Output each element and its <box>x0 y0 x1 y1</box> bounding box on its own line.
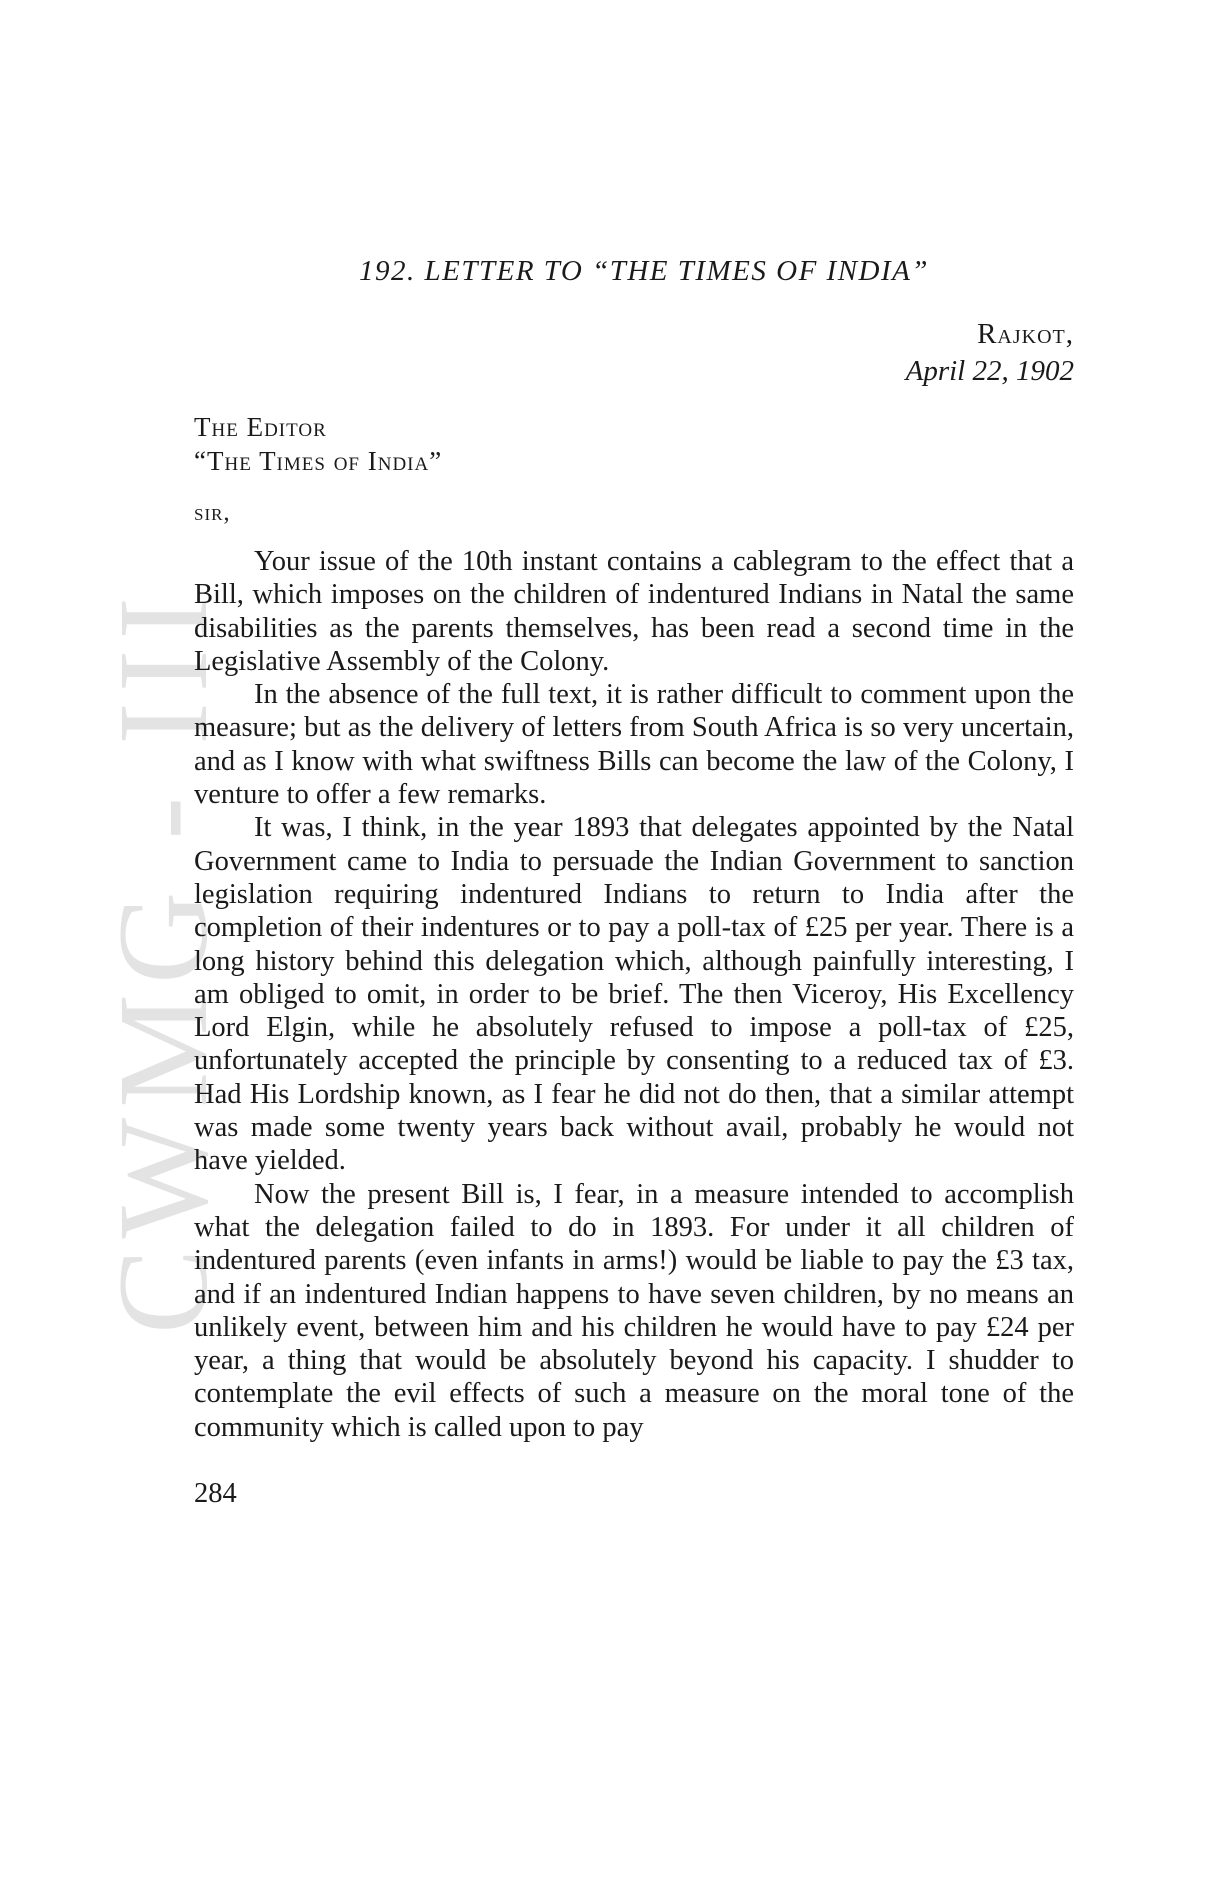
dateline-place: Rajkot, <box>977 318 1074 350</box>
paragraph-4: Now the present Bill is, I fear, in a measure intended to accomplish what the delegation failed to do in 1893. For under it all children of indentured parents (even infants in arms!) would be liable to pay the £3 tax, and if an indentured Indian happens to have seven children, by no means an unlikely event, between him and his children he would have to pay £24 per year, a thing that would be absolutely beyond his capacity. I shudder to contemplate the evil effects of such a measure on the moral tone of the community which is called upon to pay <box>194 1178 1074 1443</box>
page-title: 192. LETTER TO “THE TIMES OF INDIA” <box>359 255 929 287</box>
addressee <box>194 410 1074 478</box>
dateline-date: April 22, 1902 <box>905 355 1074 387</box>
watermark-text: CWMG - III <box>91 586 234 1334</box>
addressee-line-1: The Editor <box>194 412 327 442</box>
paragraph-1: Your issue of the 10th instant contains a cablegram to the effect that a Bill, which imposes on the children of indentured Indians in Natal the same disabilities as the parents themselves, has been read a second time in the Legislative Assembly of the Colony. <box>194 546 1074 677</box>
addressee-line-2: “The Times of India” <box>194 446 443 476</box>
page-number: 284 <box>194 1478 237 1510</box>
letter-body <box>194 545 1074 1444</box>
paragraph-2: In the absence of the full text, it is rather difficult to comment upon the measure; but as the delivery of letters from South Africa is so very uncertain, and as I know with what swiftness Bills can become the law of the Colony, I venture to offer a few remarks. <box>194 679 1074 811</box>
document-page <box>194 255 1074 1510</box>
salutation: sir, <box>194 500 231 526</box>
paragraph-3: It was, I think, in the year 1893 that delegates appointed by the Natal Government came to India to persuade the Indian Government to sanction legislation requiring indentured Indians to return to India after the completion of their indentures or to pay a poll-tax of £25 per year. There is a long history behind this delegation which, although painfully interesting, I am obliged to omit, in order to be brief. The then Viceroy, His Excellency Lord Elgin, while he absolutely refused to impose a poll-tax of £25, unfortunately accepted the principle by consenting to a reduced tax of £3. Had His Lordship known, as I fear he did not do then, that a similar attempt was made some twenty years back without avail, probably he would not have yielded. <box>194 812 1074 1177</box>
